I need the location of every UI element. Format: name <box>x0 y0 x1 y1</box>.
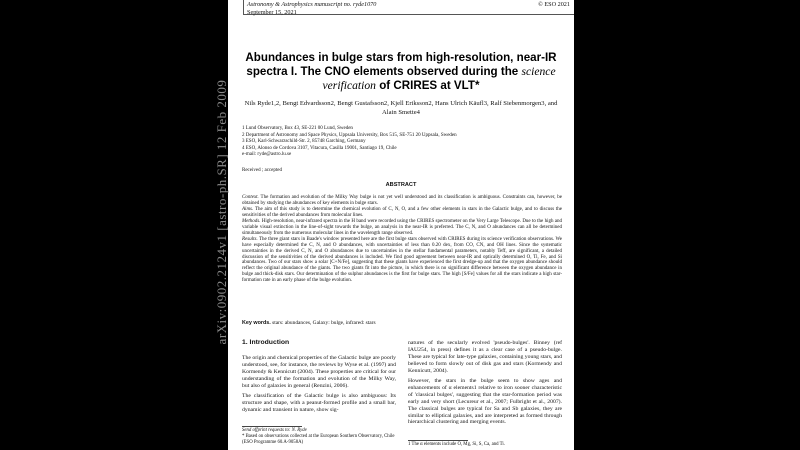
affiliation: 4 ESO, Alonso de Cordova 3107, Vitacura, Casilla 19001, Santiago 19, Chile <box>242 145 397 151</box>
abstract-methods: Methods. High-resolution, near-infrared spectra in the H band were recorded using the CRIRES spectrometer on the Very Large Telescope. Due to the high and variable visual extinction in the line-of-sight towards the bulge, an analysis in the near-IR is preferred. The C, N, and O abundances can all be determined simultaneously from the numerous molecular lines in the wavelength range observed. <box>242 218 562 236</box>
left-column <box>242 340 396 417</box>
affiliation: 2 Department of Astronomy and Space Physics, Uppsala University, Box 515, SE-751 20 Uppsala, Sweden <box>242 132 457 138</box>
paragraph: natures of the secularly evolved 'pseudo-bulges'. Binney (ref IAU254, in press) defines it as a clear case of a pseudo-bulge. These are typical for late-type galaxies, containing young stars, and believed to form slowly out of disk gas and stars (Kormendy and Kennicutt, 2004). <box>408 340 562 374</box>
copyright: © ESO 2021 <box>538 1 570 8</box>
header-date: September 15, 2021 <box>247 9 297 16</box>
right-column <box>408 340 562 429</box>
paper-title: Abundances in bulge stars from high-resolution, near-IR spectra I. The CNO elements observed during the science verification of CRIRES at VLT* <box>245 51 557 92</box>
abstract-context: Context. The formation and evolution of the Milky Way bulge is not yet well understood and its classification is ambiguous. Constraints can, however, be obtained by studying the abundances of key elements in bulge stars. <box>242 195 562 206</box>
affiliation: 1 Lund Observatory, Box 43, SE-221 00 Lund, Sweden <box>242 126 353 131</box>
section-heading: 1. Introduction <box>242 339 290 346</box>
abstract-results: Results. The three giant stars in Baade's window presented here are the first bulge stars observed with CRIRES during its science verification observations. We have especially determined the C, N, and O abundances, with uncertainties of less than 0.20 dex, from CO, CN, and OH lines. Since the systematic uncertainties in the derived C, N, and O abundances due to uncertainties in the stellar fundamental parameters, notably Teff, are significant, a detailed discussion of the sensitivities of the derived abundances is included. We find good agreement between near-IR and optically determined O, Ti, Fe, and Si abundances. Two of our stars show a solar [C+N/Fe], suggesting that these giants have experienced the first dredge-up and that the oxygen abundance should reflect the original abundance of the giants. The two giants fit into the picture, in which there is no significant difference between the oxygen abundance in bulge and thick-disk stars. Our determination of the sulphur abundances is the first for bulge stars. The high [S/Fe] values for all the stars indicate a high star-formation rate in an early phase of the bulge evolution. <box>242 236 562 284</box>
paper-page <box>228 0 574 450</box>
received-line: Received ; accepted <box>242 168 282 173</box>
footnote-rule <box>408 440 468 441</box>
abstract-heading: ABSTRACT <box>385 182 417 188</box>
affiliations <box>242 126 562 159</box>
abstract-aims: Aims. The aim of this study is to determine the chemical evolution of C, N, O, and a few other elements in stars in the Galactic bulge, and to discuss the sensitivities of the derived abundances from molecular lines. <box>242 206 562 218</box>
arxiv-stamp: arXiv:0902.2124v1 [astro-ph.SR] 12 Feb 2009 <box>214 79 229 345</box>
footnote-right: 1 The α elements include O, Mg, Si, S, Ca, and Ti. <box>408 442 505 447</box>
contact-email: e-mail: ryde@astro.lu.se <box>242 152 292 158</box>
author-list: Nils Ryde1,2, Bengt Edvardsson2, Bengt Gustafsson2, Kjell Eriksson2, Hans Ulrich Käufl3, Ralf Siebenmorgen3, and Alain Smette4 <box>244 100 558 116</box>
footnote-rule <box>242 426 302 427</box>
paragraph: The origin and chemical properties of the Galactic bulge are poorly understood, see, for instance, the reviews by Wyse et al. (1997) and Kormendy & Kennicutt (2004). These properties are critical for our understanding of the formation and evolution of the Milky Way, but also of galaxies in general (Renzini, 2006). <box>242 354 396 389</box>
journal-header <box>247 1 376 17</box>
journal-name: Astronomy & Astrophysics manuscript no. ryde1070 <box>247 1 377 8</box>
abstract-body <box>242 195 562 284</box>
paragraph: However, the stars in the bulge seem to show ages and enhancements of α elements1 relative to iron sooner characteristic of 'classical bulges', suggesting that the star-formation period was early and very short (Lecureur et al., 2007; Fulbright et al., 2007). The classical bulges are typical for Sa and Sb galaxies, they are similar to elliptical galaxies, and are interpreted as formed through hierarchical clustering and merging events. <box>408 377 562 426</box>
affiliation: 3 ESO, Karl-Schwarzschild-Str. 2, 85748 Garching, Germany <box>242 139 366 145</box>
footnote-left: Send offprint requests to: N. Ryde * Based on observations collected at the European Southern Observatory, Chile (ESO Programme 60.A-9058A) <box>242 428 395 445</box>
paragraph: The classification of the Galactic bulge is also ambiguous: Its structure and shape, with a peanut-formed profile and a small bar, dynamic and transient in nature, show sig- <box>242 392 396 413</box>
keywords: Key words. stars: abundances, Galaxy: bulge, infrared: stars <box>242 320 376 326</box>
